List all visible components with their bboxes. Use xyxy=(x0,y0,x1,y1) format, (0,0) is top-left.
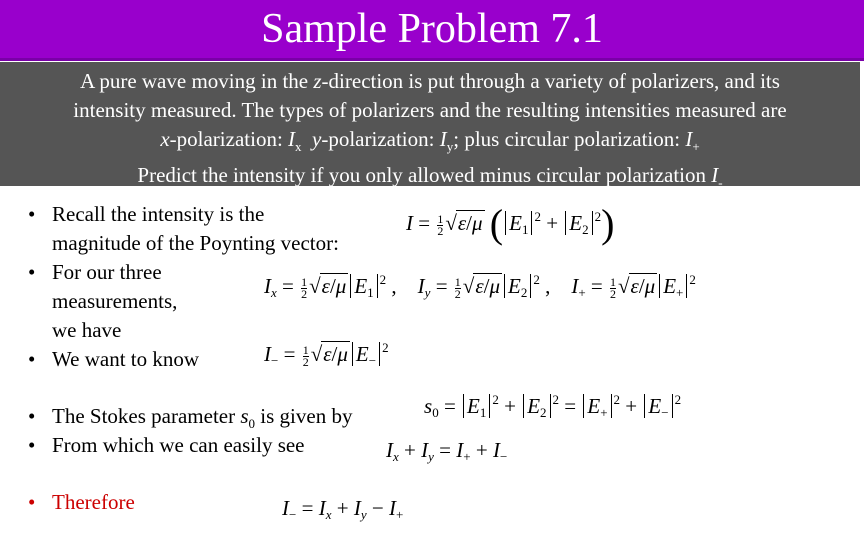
problem-line-3 xyxy=(0,125,860,161)
problem-var-I: I xyxy=(711,163,719,188)
bullet-dot: • xyxy=(28,347,36,371)
equation-stokes: $s_0 = E_1^2 + E_2^2 = E_+^2 + E_-^2$ xyxy=(424,392,682,420)
equation-easily-see: $I_x + I_y = I_+ + I_-$ xyxy=(386,438,508,464)
problem-var-I: I xyxy=(439,127,447,151)
problem-text: -polarization: xyxy=(169,127,289,151)
bullet-text: From which we can easily see xyxy=(52,433,305,457)
bullet-text: We want to know xyxy=(52,347,200,371)
problem-line-4 xyxy=(0,161,860,197)
problem-var-I: I xyxy=(685,127,693,151)
equation-therefore: $I_- = I_x + I_y - I_+$ xyxy=(282,496,404,522)
problem-var-x: x xyxy=(160,127,170,151)
stokes-symbol: s xyxy=(240,404,249,428)
problem-sub: x xyxy=(295,139,302,155)
bullet-dot: • xyxy=(28,433,36,457)
bullet-text: Recall the intensity is the xyxy=(52,202,265,226)
stokes-lead: The Stokes parameter xyxy=(52,404,241,428)
bullet-text: Therefore xyxy=(52,490,135,514)
equation-intensity-poynting: I = $\frac{1}{2}$ √ε/μ ( $E_1^2 + E_2^2$) xyxy=(406,201,615,246)
problem-line-1 xyxy=(0,67,860,96)
bullet-dot: • xyxy=(28,490,36,514)
stokes-sub: 0 xyxy=(248,416,256,432)
problem-text: -direction is put through a variety of polarizers, and its xyxy=(321,69,780,93)
problem-statement xyxy=(0,62,860,191)
bullet-text: measurements, xyxy=(52,289,178,313)
bullet-dot: • xyxy=(28,404,36,428)
problem-sub: y xyxy=(446,139,454,155)
equation-measurements: $I_x$ = $\frac{1}{2}$ √ε/μ $E_1^2$ , $I_y$ = $\frac{1}{2}$ √ε/μ $E_2^2$ , $I_+$ = $\frac{1}{2}$ √ε/μ $E_+^2$ xyxy=(264,272,696,301)
bullet-dot: • xyxy=(28,202,36,226)
bullet-text: we have xyxy=(52,318,122,342)
problem-sub: - xyxy=(718,175,723,191)
problem-sub: + xyxy=(692,139,700,155)
problem-text: Predict the intensity if you only allowed minus circular polarization xyxy=(137,163,712,188)
problem-var-z: z xyxy=(313,69,322,93)
slide-title: Sample Problem 7.1 xyxy=(261,6,603,52)
bullet-text: For our three xyxy=(52,260,162,284)
problem-text: A pure wave moving in the xyxy=(80,69,314,93)
bullet-text: magnitude of the Poynting vector: xyxy=(52,231,339,255)
problem-line-2: intensity measured. The types of polarizers and the resulting intensities measured are xyxy=(73,98,787,122)
stokes-tail: is given by xyxy=(255,404,353,428)
problem-var-y: y xyxy=(312,127,322,151)
equation-want: $I_-$ = $\frac{1}{2}$ √ε/μ $E_-^2$ xyxy=(264,340,389,369)
bullet-dot: • xyxy=(28,260,36,284)
problem-text: ; plus circular polarization: xyxy=(453,127,686,151)
problem-text: -polarization: xyxy=(321,127,440,151)
problem-var-I: I xyxy=(288,127,296,151)
